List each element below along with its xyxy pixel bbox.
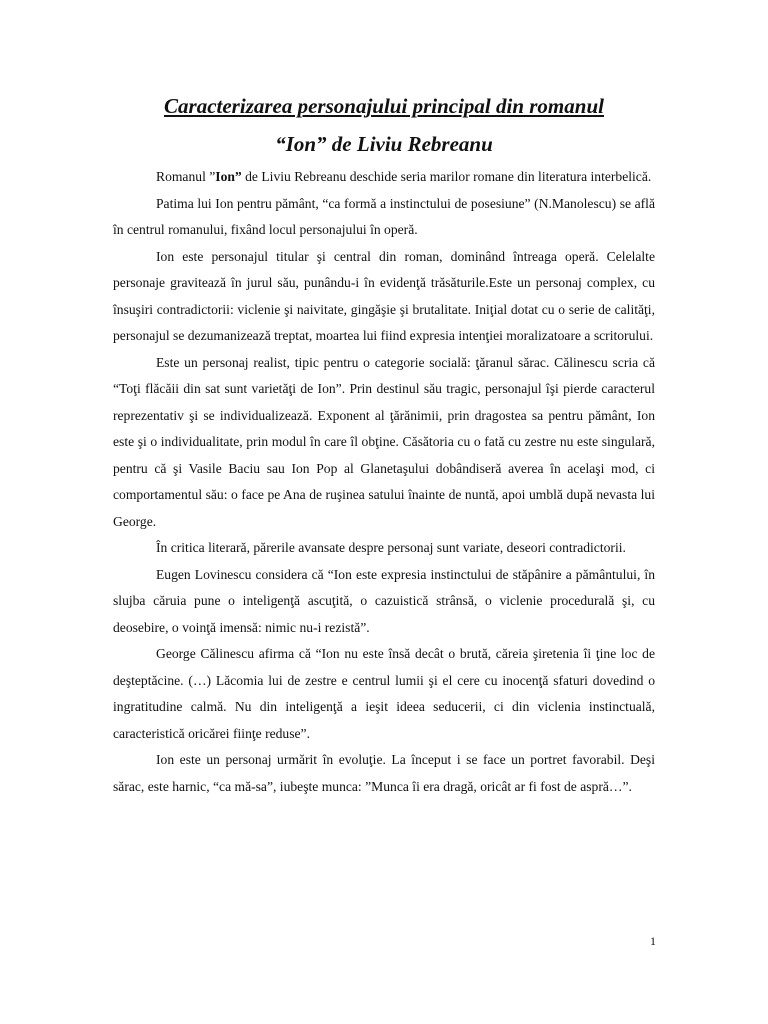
title-line-1 xyxy=(112,89,656,123)
paragraph-8: Ion este un personaj urmărit în evoluţie. La început i se face un portret favorabil. Deşi sărac, este harnic, “ca mă-sa”, iubeşte munca: ”Munca îi era dragă, oricât ar fi fost de aspră…”. xyxy=(113,752,655,794)
document-body xyxy=(113,164,655,800)
paragraph-4: Este un personaj realist, tipic pentru o categorie socială: ţăranul sărac. Călinescu scria că “Toţi flăcăii din sat sunt varietăţi de Ion”. Prin destinul său tragic, personajul îşi pierde caracterul reprezentativ şi se individualizează. Exponent al ţărănimii, prin dragostea sa pentru pământ, Ion este şi o individualitate, prin modul în care îl obţine. Căsătoria cu o fată cu zestre nu este singulară, pentru că şi Vasile Baciu sau Ion Pop al Glanetaşului dobândiseră averea în acelaşi mod, ci comportamentul său: o face pe Ana de ruşinea satului înainte de nuntă, apoi umblă după nevasta lui George. xyxy=(113,354,655,529)
paragraph-1-rest: de Liviu Rebreanu deschide seria marilor romane din literatura interbelică. xyxy=(241,169,652,184)
paragraph-2: Patima lui Ion pentru pământ, “ca formă a instinctului de posesiune” (N.Manolescu) se află în centrul romanului, fixând locul personajului în operă. xyxy=(113,195,655,237)
paragraph-5: În critica literară, părerile avansate despre personaj sunt variate, deseori contradictorii. xyxy=(156,540,626,555)
page-number: 1 xyxy=(650,934,656,948)
paragraph-3: Ion este personajul titular şi central din roman, dominând întreaga operă. Celelalte personaje gravitează în jurul său, punându-i în evidenţă trăsăturile.Este un personaj complex, cu însuşiri contradictorii: viclenie şi naivitate, gingăşie şi brutalitate. Iniţial dotat cu o serie de calităţi, personajul se dezumanizează treptat, moartea lui fiind expresia intenţiei moralizatoare a scritorului. xyxy=(113,248,655,343)
paragraph-1-start: Romanul ” xyxy=(156,169,216,184)
paragraph-6: Eugen Lovinescu considera că “Ion este expresia instinctului de stăpânire a pământului, în slujba căruia pune o inteligenţă ascuţită, o cazuistică strânsă, o viclenie procedurală şi, cu deosebire, o voinţă imensă: nimic nu-i rezistă”. xyxy=(113,566,655,635)
paragraph-7: George Călinescu afirma că “Ion nu este însă decât o brută, căreia şiretenia îi ţine loc de deşteptăcine. (…) Lăcomia lui de zestre e centrul lumii şi el cere cu inocenţă sfaturi dovedind o ingratitudine calmă. Nu din inteligenţă a ieşit ideea seducerii, ci din viclenia instinctuală, caracteristică oricărei fiinţe reduse”. xyxy=(113,646,655,741)
paragraph-1 xyxy=(113,164,655,191)
title-line-1-text: Caracterizarea personajului principal din romanul xyxy=(164,94,604,118)
bold-word-ion: Ion” xyxy=(215,169,242,184)
title-line-2: “Ion” de Liviu Rebreanu xyxy=(275,132,493,156)
